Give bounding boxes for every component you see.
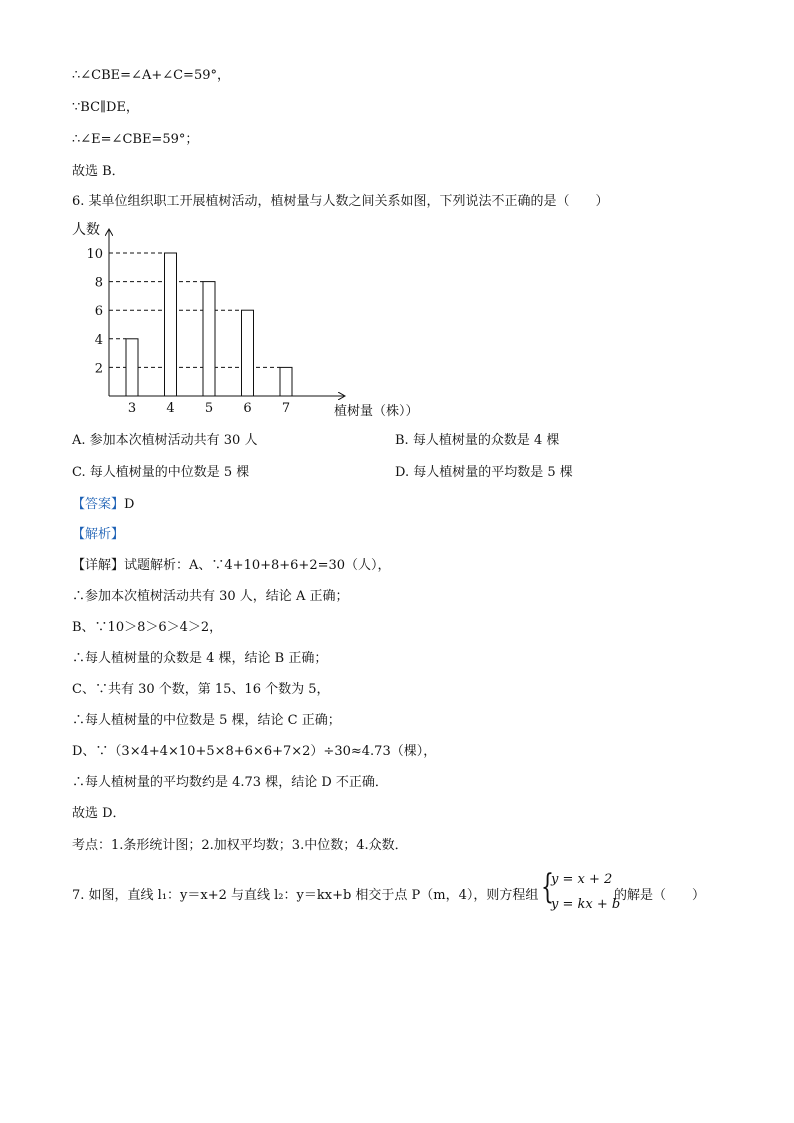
bar-chart (72, 218, 476, 428)
bars (126, 253, 292, 396)
x-axis-label: 植树量（株）） (334, 404, 419, 419)
prev-solution-line-3: ∴∠E=∠CBE=59°； (72, 132, 199, 147)
solution-text: 试题解析：A、∵4+10+8+6+2=30（人）， (124, 558, 391, 573)
solution-line-8: ∴每人植树量的平均数约是 4.73 棵，结论 D 不正确． (72, 775, 388, 790)
question-7-suffix: 的解是（ ） (614, 888, 706, 903)
prev-solution-line-4: 故选 B． (72, 164, 125, 179)
prev-solution-line-1: ∴∠CBE=∠A+∠C=59°， (72, 68, 230, 83)
x-tick-label-6: 6 (243, 401, 252, 416)
y-tick-labels (86, 247, 103, 376)
bar-3 (126, 339, 138, 396)
y-axis-label: 人数 (72, 222, 100, 238)
bar-4 (165, 253, 177, 396)
answer-line (72, 496, 134, 514)
equation-brace: { (541, 867, 554, 907)
solution-line-1 (72, 557, 391, 575)
x-tick-labels (128, 401, 290, 416)
y-tick-label-10: 10 (86, 247, 103, 262)
option-b: B. 每人植树量的众数是 4 棵 (395, 433, 560, 448)
y-tick-label-8: 8 (94, 275, 103, 291)
solution-line-9: 故选 D． (72, 806, 126, 821)
detail-tag: 【详解】 (72, 558, 125, 573)
option-c: C. 每人植树量的中位数是 5 棵 (72, 465, 250, 480)
answer-tag: 【答案】 (72, 497, 125, 512)
y-tick-label-2: 2 (94, 361, 103, 377)
bar-7 (280, 367, 292, 396)
solution-line-6: ∴每人植树量的中位数是 5 棵，结论 C 正确； (72, 713, 341, 728)
solution-line-4: ∴每人植树量的众数是 4 棵，结论 B 正确； (72, 651, 328, 666)
y-tick-label-6: 6 (94, 304, 103, 320)
equation-2: y = kx + b (551, 897, 621, 912)
bar-6 (242, 310, 254, 396)
bar-5 (203, 282, 215, 396)
analysis-tag: 【解析】 (72, 527, 125, 542)
prev-solution-line-2: ∵BC∥DE， (72, 100, 139, 115)
question-6-stem: 6. 某单位组织职工开展植树活动，植树量与人数之间关系如图，下列说法不正确的是（ ） (72, 194, 609, 209)
x-tick-label-7: 7 (281, 401, 291, 416)
option-a: A. 参加本次植树活动共有 30 人 (72, 433, 258, 448)
solution-line-2: ∴参加本次植树活动共有 30 人，结论 A 正确； (72, 589, 349, 604)
y-tick-label-4: 4 (94, 332, 103, 348)
x-tick-label-3: 3 (127, 401, 137, 416)
equation-1: y = x + 2 (551, 872, 613, 887)
solution-line-10: 考点：1.条形统计图；2.加权平均数；3.中位数；4.众数． (72, 838, 408, 853)
answer-value: D (124, 497, 135, 512)
question-7-stem: 7. 如图，直线 l₁：y＝x+2 与直线 l₂：y＝kx+b 相交于点 P（m，4），则方程组 (72, 888, 539, 903)
x-tick-label-5: 5 (204, 401, 214, 416)
solution-line-5: C、∵共有 30 个数，第 15、16 个数为 5， (72, 682, 330, 697)
x-tick-label-4: 4 (166, 401, 175, 416)
solution-line-3: B、∵10＞8＞6＞4＞2， (72, 620, 223, 635)
solution-line-7: D、∵（3×4+4×10+5×8+6×6+7×2）÷30≈4.73（棵）， (72, 744, 437, 759)
option-d: D. 每人植树量的平均数是 5 棵 (395, 465, 573, 480)
